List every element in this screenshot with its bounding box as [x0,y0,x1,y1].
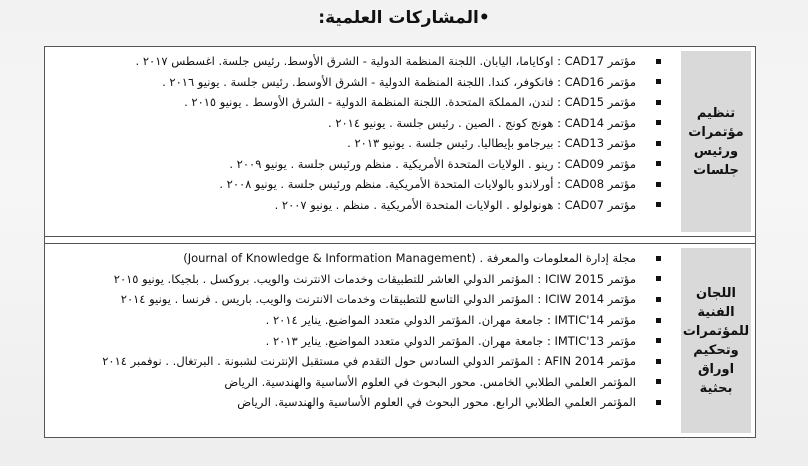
list-item: مؤتمر CAD08 : أورلاندو بالولايات المتحدة الأمريكية. منظم ورئيس جلسة . يونيو ٢٠٠٨ . [51,174,671,195]
bullet-icon [656,338,661,343]
bullet-icon [656,141,661,146]
section-label: تنظيم مؤتمرات ورئيس جلسات [681,51,751,232]
bullet-icon [656,359,661,364]
list-item: مؤتمر CAD13 : بيرجامو بإيطاليا. رئيس جلسة . يونيو ٢٠١٣ . [51,133,671,154]
list-item: المؤتمر العلمي الطلابي الرابع. محور البحوث في العلوم الأساسية والهندسية. الرياض [51,392,671,413]
section-organizing [45,47,755,237]
list-item: مؤتمر CAD15 : لندن، المملكة المتحدة. اللجنة المنظمة الدولية - الشرق الأوسط . يونيو ٢٠١٥ . [51,92,671,113]
bullet-icon [656,100,661,105]
list-item: مؤتمر IMTIC'14 : جامعة مهران. المؤتمر الدولي متعدد المواضيع. يناير ٢٠١٤ . [51,310,671,331]
item-list [51,51,671,215]
bullet-icon [656,79,661,84]
list-item: مؤتمر ICIW 2015 : المؤتمر الدولي العاشر للتطبيقات وخدمات الانترنت والويب. بروكسل . بلجيكا. يونيو ٢٠١٥ [51,269,671,290]
list-item: مؤتمر CAD09 : رينو . الولايات المتحدة الأمريكية . منظم ورئيس جلسة . يونيو ٢٠٠٩ . [51,154,671,175]
list-item: مؤتمر CAD14 : هونج كونج . الصين . رئيس جلسة . يونيو ٢٠١٤ . [51,113,671,134]
bullet-icon [656,202,661,207]
list-item: مجلة إدارة المعلومات والمعرفة . (Journal of Knowledge & Information Management) [51,248,671,269]
list-item: مؤتمر IMTIC'13 : جامعة مهران. المؤتمر الدولي متعدد المواضيع. يناير ٢٠١٣ . [51,330,671,351]
item-list [51,248,671,413]
bullet-icon [656,256,661,261]
list-item: مؤتمر CAD16 : فانكوفر، كندا. اللجنة المنظمة الدولية - الشرق الأوسط. رئيس جلسة . يونيو ٢٠١٦ . [51,72,671,93]
list-item: مؤتمر CAD17 : اوكاياما، اليابان. اللجنة المنظمة الدولية - الشرق الأوسط. رئيس جلسة. اغسطس ٢٠١٧ . [51,51,671,72]
bullet-icon [656,400,661,405]
bullet-icon [656,379,661,384]
bullet-icon [656,182,661,187]
bullet-icon [656,59,661,64]
section-committees [45,243,755,437]
bullet-icon [656,120,661,125]
page-title: •المشاركات العلمية: [318,8,490,28]
list-item: مؤتمر ICIW 2014 : المؤتمر الدولي التاسع للتطبيقات وخدمات الانترنت والويب. باريس . فرنسا . يونيو ٢٠١٤ [51,289,671,310]
bullet-icon [656,318,661,323]
section-label: اللجان الفنية للمؤتمرات وتحكيم اوراق بحثية [681,248,751,433]
bullet-icon [656,161,661,166]
bullet-icon [656,276,661,281]
participation-table [44,46,756,438]
list-item: مؤتمر AFIN 2014 : المؤتمر الدولي السادس حول التقدم في مستقبل الإنترنت لشبونة . البرتغال. . نوفمبر ٢٠١٤ [51,351,671,372]
list-item: مؤتمر CAD07 : هونولولو . الولايات المتحدة الأمريكية . منظم . يونيو ٢٠٠٧ . [51,195,671,216]
list-item: المؤتمر العلمي الطلابي الخامس. محور البحوث في العلوم الأساسية والهندسية. الرياض [51,372,671,393]
bullet-icon [656,297,661,302]
